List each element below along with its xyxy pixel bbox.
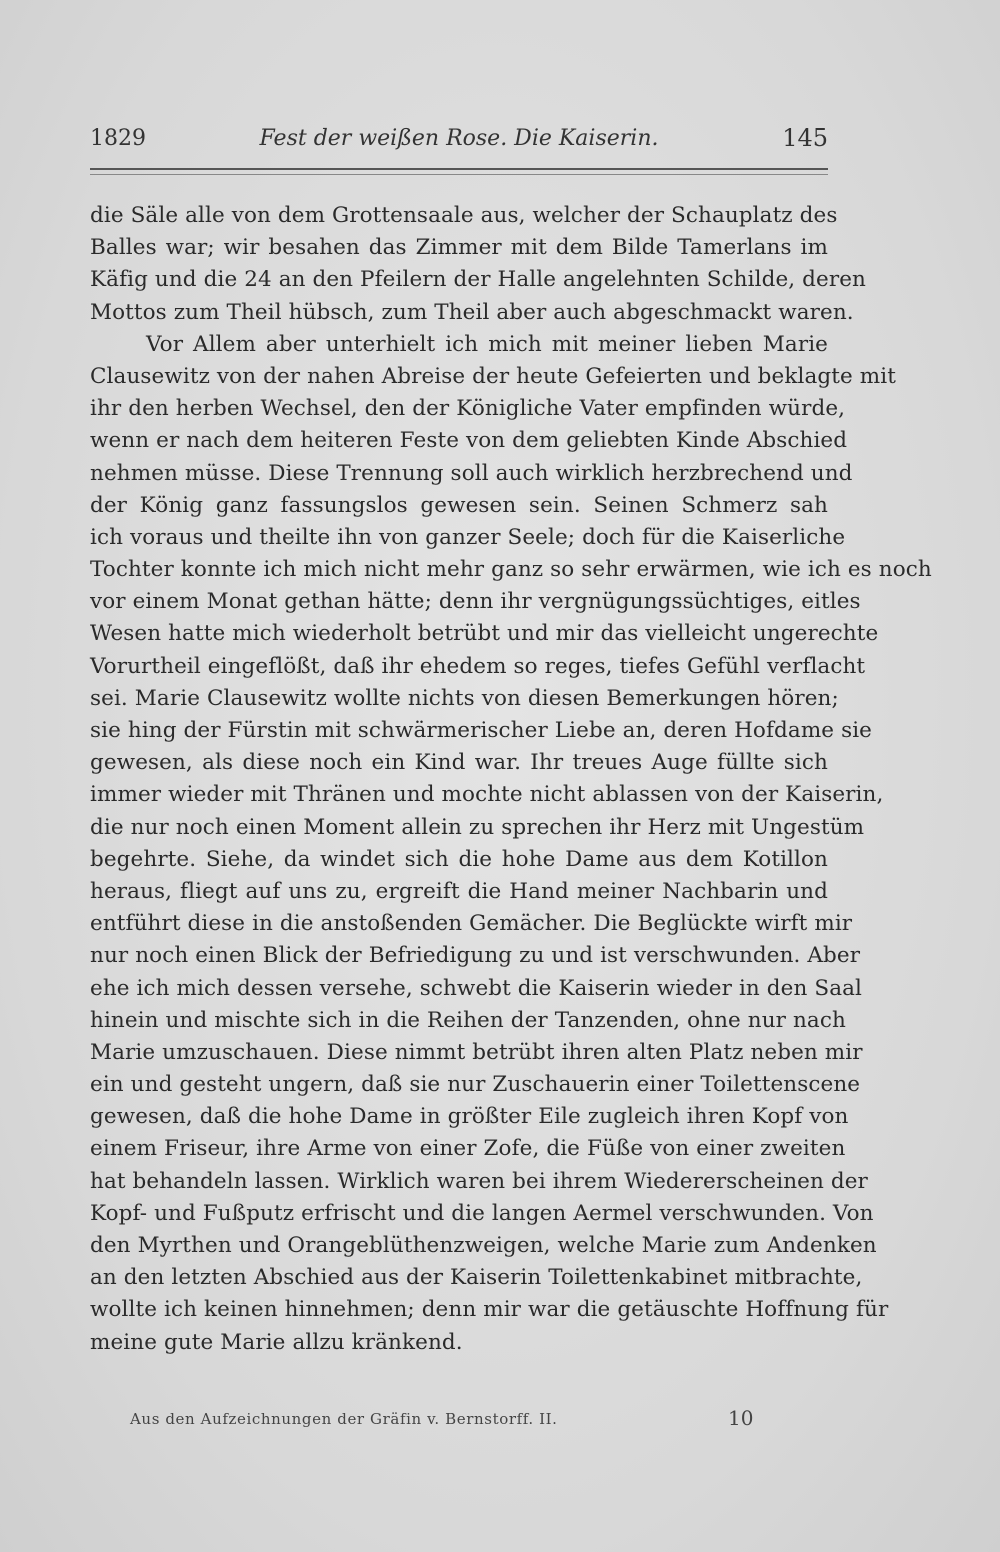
header-title: Fest der weißen Rose. Die Kaiserin.	[259, 126, 659, 151]
text-line: meine gute Marie allzu kränkend.	[90, 1329, 463, 1355]
text-line: Mottos zum Theil hübsch, zum Theil aber auch abgeschmackt waren.	[90, 299, 854, 325]
text-line: einem Friseur, ihre Arme von einer Zofe, die Füße von einer zweiten	[90, 1136, 846, 1162]
text-line: wollte ich keinen hinnehmen; denn mir war die getäuschte Hoffnung für	[90, 1297, 889, 1323]
text-line: Käfig und die 24 an den Pfeilern der Halle angelehnten Schilde, deren	[90, 267, 866, 293]
text-line: entführt diese in die anstoßenden Gemächer. Die Beglückte wirft mir	[90, 911, 853, 937]
text-line: heraus, fliegt auf uns zu, ergreift die Hand meiner Nachbarin und	[90, 878, 828, 904]
text-line: die nur noch einen Moment allein zu sprechen ihr Herz mit Ungestüm	[90, 814, 865, 840]
text-line: gewesen, als diese noch ein Kind war. Ihr treues Auge füllte sich	[90, 750, 828, 776]
text-line: nehmen müsse. Diese Trennung soll auch wirklich herzbrechend und	[90, 460, 853, 486]
text-line: Marie umzuschauen. Diese nimmt betrübt ihren alten Platz neben mir	[90, 1039, 863, 1065]
text-line: gewesen, daß die hohe Dame in größter Eile zugleich ihren Kopf von	[90, 1104, 849, 1130]
text-line: sie hing der Fürstin mit schwärmerischer Liebe an, deren Hofdame sie	[90, 718, 872, 743]
text-line: hat behandeln lassen. Wirklich waren bei ihrem Wiedererscheinen der	[90, 1168, 868, 1194]
text-line: an den letzten Abschied aus der Kaiserin Toilettenkabinet mitbrachte,	[90, 1265, 863, 1291]
text-line: immer wieder mit Thränen und mochte nicht ablassen von der Kaiserin,	[90, 782, 884, 808]
text-line: wenn er nach dem heiteren Feste von dem geliebten Kinde Abschied	[90, 428, 848, 454]
text-line: Balles war; wir besahen das Zimmer mit dem Bilde Tamerlans im	[90, 235, 828, 261]
header-year: 1829	[90, 126, 146, 151]
text-line: der König ganz fassungslos gewesen sein. Seinen Schmerz sah	[90, 492, 828, 518]
text-line: vor einem Monat gethan hätte; denn ihr vergnügungssüchtiges, eitles	[90, 589, 861, 615]
text-line: ein und gesteht ungern, daß sie nur Zuschauerin einer Toilettenscene	[90, 1072, 861, 1098]
text-line: Wesen hatte mich wiederholt betrübt und mir das vielleicht ungerechte	[90, 621, 879, 647]
page-footer	[130, 1406, 828, 1436]
signature-mark: 10	[728, 1406, 754, 1430]
running-header	[90, 122, 828, 158]
text-line: Clausewitz von der nahen Abreise der heute Gefeierten und beklagte mit	[90, 363, 896, 389]
text-line: sei. Marie Clausewitz wollte nichts von diesen Bemerkungen hören;	[90, 685, 839, 711]
text-line: nur noch einen Blick der Befriedigung zu und ist verschwunden. Aber	[90, 943, 861, 969]
text-line: Vorurtheil eingeflößt, daß ihr ehedem so reges, tiefes Gefühl verflacht	[90, 653, 866, 679]
text-line: hinein und mischte sich in die Reihen der Tanzenden, ohne nur nach	[90, 1007, 846, 1033]
text-line: ich voraus und theilte ihn von ganzer Seele; doch für die Kaiserliche	[90, 524, 846, 550]
body-text	[90, 200, 932, 1359]
header-rule-thin	[90, 174, 828, 175]
text-line: begehrte. Siehe, da windet sich die hohe Dame aus dem Kotillon	[90, 846, 828, 872]
text-line: Tochter konnte ich mich nicht mehr ganz so sehr erwärmen, wie ich es noch	[90, 557, 932, 583]
page-number: 145	[782, 124, 828, 152]
text-line: Kopf- und Fußputz erfrischt und die langen Aermel verschwunden. Von	[90, 1200, 874, 1226]
text-line: ihr den herben Wechsel, den der Königliche Vater empfinden würde,	[90, 396, 846, 422]
header-rule	[90, 168, 828, 170]
text-line: den Myrthen und Orangeblüthenzweigen, welche Marie zum Andenken	[90, 1233, 877, 1258]
text-line: die Säle alle von dem Grottensaale aus, welcher der Schauplatz des	[90, 203, 838, 228]
footer-source: Aus den Aufzeichnungen der Gräfin v. Bernstorff. II.	[130, 1410, 558, 1428]
text-line: ehe ich mich dessen versehe, schwebt die Kaiserin wieder in den Saal	[90, 975, 863, 1001]
text-line: Vor Allem aber unterhielt ich mich mit meiner lieben Marie	[146, 331, 828, 357]
